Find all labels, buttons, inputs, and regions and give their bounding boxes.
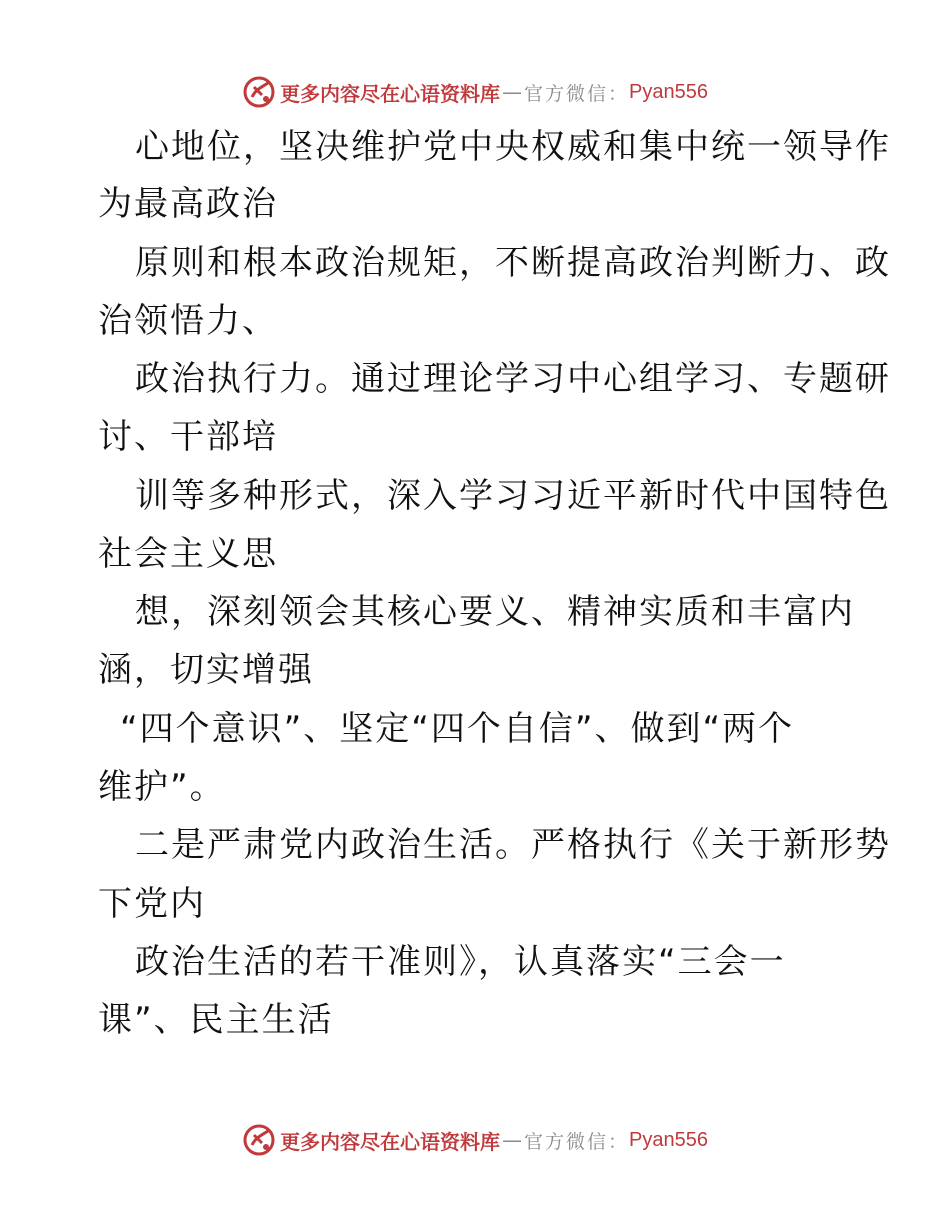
body-line: 涵，切实增强 <box>98 650 314 690</box>
body-line: “四个意识”、坚定“四个自信”、做到“两个 <box>120 709 795 749</box>
brand-logo-icon <box>242 75 276 109</box>
footer-dash: — <box>502 1128 522 1152</box>
header-dash: — <box>502 80 522 104</box>
body-line: 为最高政治 <box>98 184 278 224</box>
header-banner <box>0 70 950 114</box>
body-line: 下党内 <box>98 884 206 924</box>
header-wechat-id: Pyan556 <box>629 80 708 103</box>
body-line: 二是严肃党内政治生活。严格执行《关于新形势 <box>135 825 891 865</box>
body-line: 治领悟力、 <box>98 301 278 341</box>
body-line: 原则和根本政治规矩，不断提高政治判断力、政 <box>135 243 891 283</box>
body-line: 社会主义思 <box>98 534 278 574</box>
footer-wechat-label: 官方微信： <box>524 1130 630 1153</box>
body-line: 政治执行力。通过理论学习中心组学习、专题研 <box>135 359 891 399</box>
brand-logo-icon <box>242 1123 276 1157</box>
header-wechat-label: 官方微信： <box>524 82 630 105</box>
body-line: 心地位，坚决维护党中央权威和集中统一领导作 <box>135 127 891 167</box>
body-line: 维护”。 <box>98 767 226 807</box>
body-line: 训等多种形式，深入学习习近平新时代中国特色 <box>135 476 891 516</box>
body-line: 想，深刻领会其核心要义、精神实质和丰富内 <box>135 592 855 632</box>
header-brand-text: 更多内容尽在心语资料库 <box>280 81 500 106</box>
body-line: 讨、干部培 <box>98 417 278 457</box>
body-line: 政治生活的若干准则》，认真落实“三会一 <box>135 942 786 982</box>
footer-banner <box>0 1118 950 1162</box>
footer-brand-text: 更多内容尽在心语资料库 <box>280 1129 500 1154</box>
footer-wechat-id: Pyan556 <box>629 1128 708 1151</box>
body-line: 课”、民主生活 <box>98 1000 334 1040</box>
